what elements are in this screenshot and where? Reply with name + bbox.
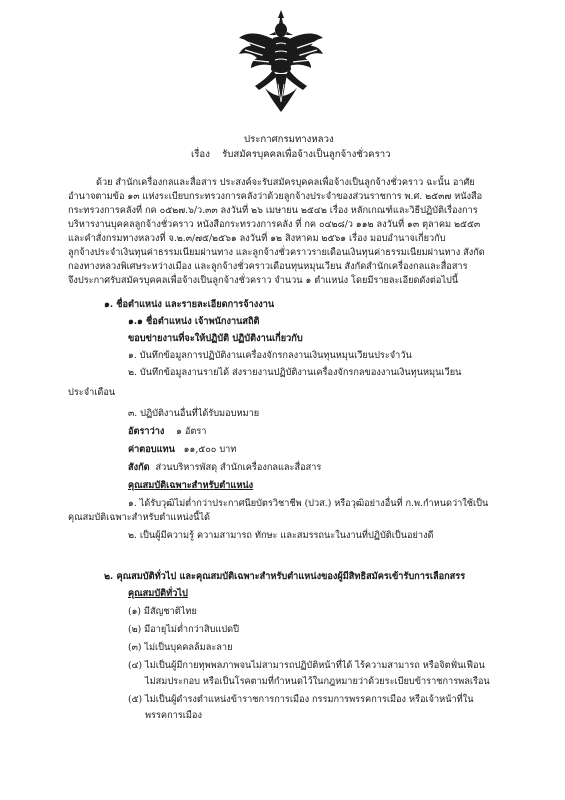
garuda-emblem [235, 8, 327, 118]
intro-line: จึงประกาศรับสมัครบุคคลเพื่อจ้างเป็นลูกจ้างชั่วคราว จำนวน ๑ ตำแหน่ง โดยมีรายละเอียดดังต่อไปนี้ [68, 275, 459, 286]
intro-line: บริหารงานบุคคลลูกจ้างชั่วคราว หนังสือกระทรวงการคลัง ที่ กค ๐๔๒๘/ว ๑๑๒ ลงวันที่ ๑๓ ตุลาคม ๒๕๕๓ [68, 219, 481, 230]
duty-item: ๑. บันทึกข้อมูลการปฏิบัติงานเครื่องจักรกลงานเงินทุนหมุนเวียนประจำวัน [128, 350, 412, 361]
qualification-item: ๑. ได้รับวุฒิไม่ต่ำกว่าประกาศนียบัตรวิชาชีพ (ปวส.) หรือวุฒิอย่างอื่นที่ ก.พ.กำหนดว่าใช้เป็น [128, 498, 489, 509]
intro-line: อำนาจตามข้อ ๑๓ แห่งระเบียบกระทรวงการคลังว่าด้วยลูกจ้างประจำของส่วนราชการ พ.ศ. ๒๕๓๗ หนังสือ [68, 191, 483, 202]
general-qualification-item-continued: พรรคการเมือง [145, 710, 202, 721]
duty-item: ๒. บันทึกข้อมูลงานรายได้ ส่งรายงานปฏิบัติงานเครื่องจักรกลของงานเงินทุนหมุนเวียน [128, 367, 462, 378]
department-row [128, 462, 321, 474]
intro-line: ลูกจ้างประจำเงินทุนค่าธรรมเนียมผ่านทาง และลูกจ้างชั่วคราวรายเดือนเงินทุนค่าธรรมเนียมผ่านทาง สังกัด [68, 247, 485, 258]
qualification-item: ๒. เป็นผู้มีความรู้ ความสามารถ ทักษะ และสมรรถนะในงานที่ปฏิบัติเป็นอย่างดี [128, 530, 434, 541]
general-qualification-item: (๑) มีสัญชาติไทย [128, 606, 197, 617]
general-qualification-item: (๒) มีอายุไม่ต่ำกว่าสิบแปดปี [128, 624, 239, 635]
general-qualification-item-continued: ไม่สมประกอบ หรือเป็นโรคตามที่กำหนดไว้ในกฎหมายว่าด้วยระเบียบข้าราชการพลเรือน [145, 676, 490, 687]
vacancy-row [128, 426, 206, 438]
specific-qualification-heading: คุณสมบัติเฉพาะสำหรับตำแหน่ง [128, 480, 254, 491]
department-label: สังกัด [128, 462, 150, 473]
intro-line: ด้วย สำนักเครื่องกลและสื่อสาร ประสงค์จะรับสมัครบุคคลเพื่อจ้างเป็นลูกจ้างชั่วคราว ฉะนั้น อาศัย [96, 177, 475, 188]
pay-value: ๑๑,๕๐๐ บาท [183, 444, 237, 455]
general-qualification-item: (๓) ไม่เป็นบุคคลล้มละลาย [128, 642, 233, 653]
intro-line: และคำสั่งกรมทางหลวงที่ จ.๒.๓/๗๕/๒๕๖๑ ลงวันที่ ๑๒ สิงหาคม ๒๕๖๑ เรื่อง มอบอำนาจเกี่ยวกับ [68, 233, 446, 244]
subject-text: รับสมัครบุคคลเพื่อจ้างเป็นลูกจ้างชั่วคราว [222, 149, 391, 160]
pay-label: ค่าตอบแทน [128, 444, 175, 455]
vacancy-label: อัตราว่าง [128, 426, 165, 437]
qualification-item-continued: คุณสมบัติเฉพาะสำหรับตำแหน่งนี้ได้ [68, 512, 211, 523]
position-name: ๑.๑ ชื่อตำแหน่ง เจ้าพนักงานสถิติ [128, 316, 260, 327]
scope-heading: ขอบข่ายงานที่จะให้ปฏิบัติ ปฏิบัติงานเกี่ยวกับ [128, 333, 303, 344]
intro-line: กระทรวงการคลังที่ กค ๐๕๒๗.๖/ว.๓๓ ลงวันที่ ๒๖ เมษายน ๒๕๔๒ เรื่อง หลักเกณฑ์และวิธีปฏิบัติเรื่องการ [68, 205, 478, 216]
duty-item: ๓. ปฏิบัติงานอื่นที่ได้รับมอบหมาย [128, 408, 260, 419]
general-qualification-item: (๕) ไม่เป็นผู้ดำรงตำแหน่งข้าราชการการเมือง กรรมการพรรคการเมือง หรือเจ้าหน้าที่ใน [128, 694, 474, 705]
section-1-heading: ๑. ชื่อตำแหน่ง และรายละเอียดการจ้างงาน [104, 299, 275, 310]
intro-line: กองทางหลวงพิเศษระหว่างเมือง และลูกจ้างชั่วคราวเดือนทุนหมุนเวียน สังกัดสำนักเครื่องกลและสื่อสาร [68, 261, 468, 272]
section-2-heading: ๒. คุณสมบัติทั่วไป และคุณสมบัติเฉพาะสำหรับตำแหน่งของผู้มีสิทธิสมัครเข้ารับการเลือกสรร [104, 571, 466, 582]
general-qualification-item: (๔) ไม่เป็นผู้มีกายทุพพลภาพจนไม่สามารถปฏิบัติหน้าที่ได้ ไร้ความสามารถ หรือจิตฟั่นเฟือน [128, 660, 485, 671]
subject-label: เรื่อง [191, 149, 210, 160]
pay-row [128, 444, 236, 456]
general-qualification-heading: คุณสมบัติทั่วไป [128, 588, 188, 599]
duty-item-continued: ประจำเดือน [68, 387, 116, 398]
document-title: ประกาศกรมทางหลวง [244, 134, 334, 145]
department-value: ส่วนบริหารพัสดุ สำนักเครื่องกลและสื่อสาร [155, 462, 322, 473]
vacancy-value: ๑ อัตรา [176, 426, 207, 437]
subject-line [191, 149, 391, 161]
